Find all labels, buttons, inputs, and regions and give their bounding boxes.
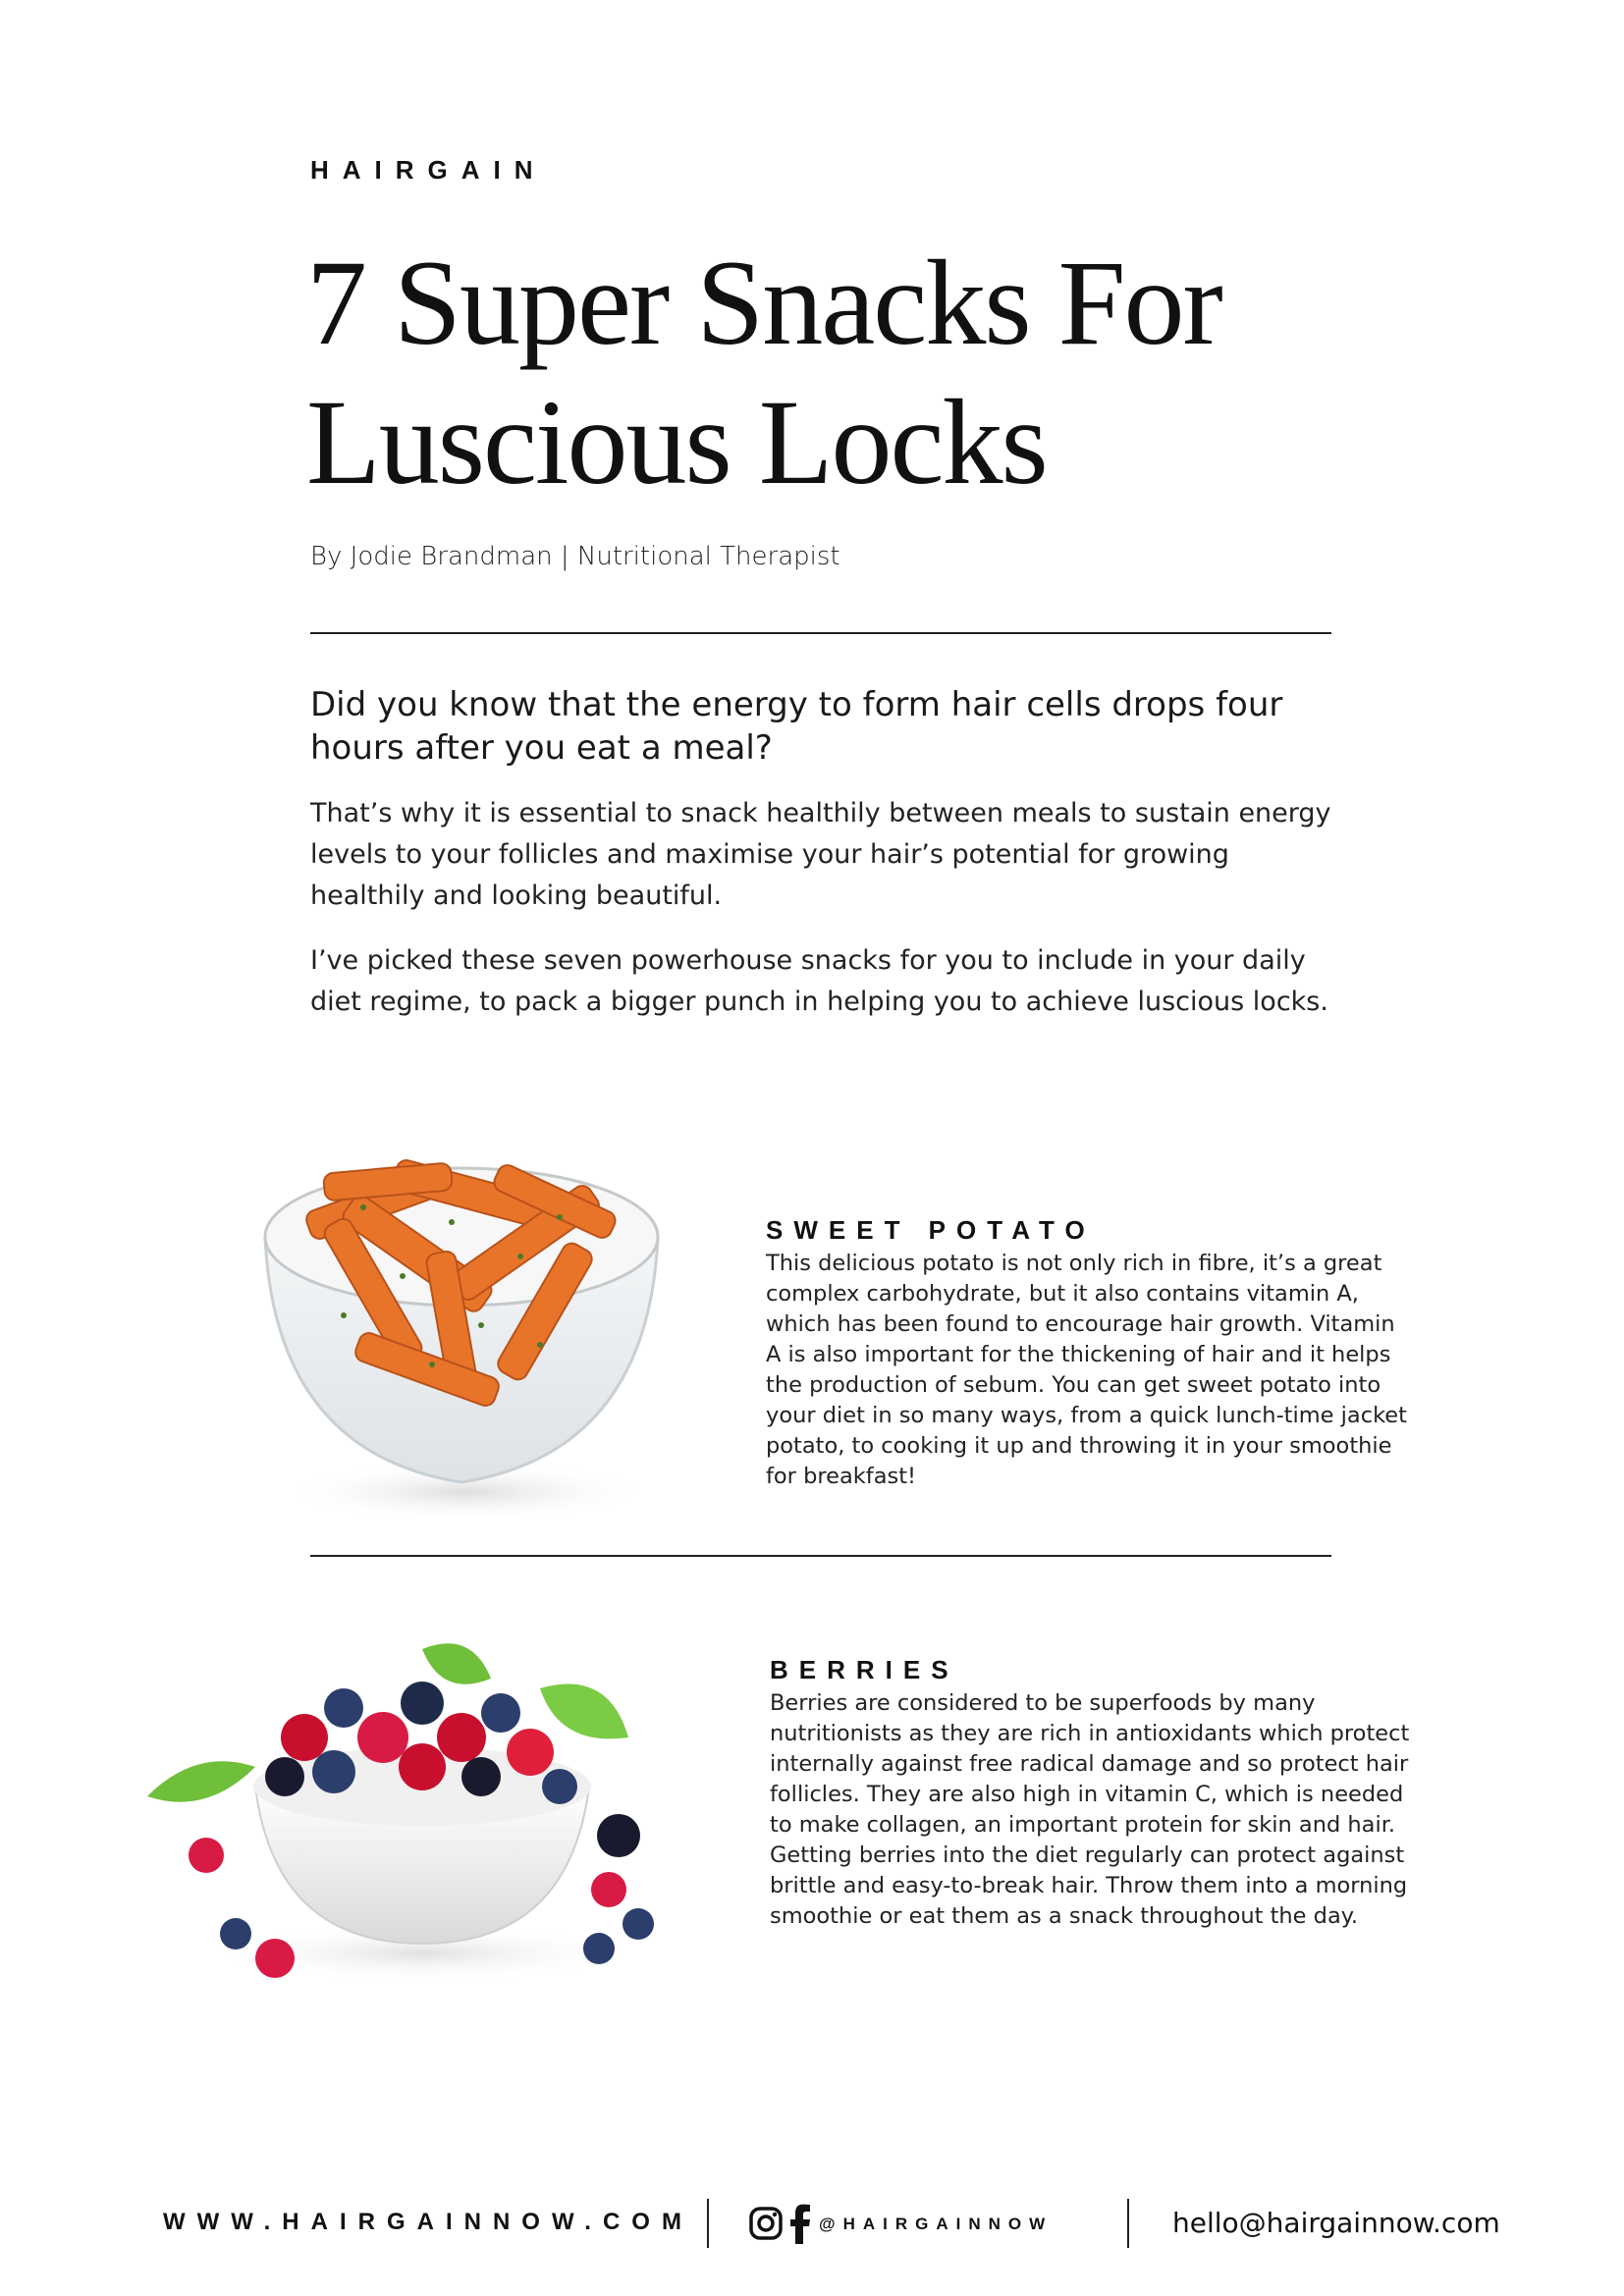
lead-paragraph: Did you know that the energy to form hair cells drops four hours after you eat a meal? bbox=[310, 685, 1283, 768]
footer-social-handle[interactable]: @HAIRGAINNOW bbox=[819, 2215, 1054, 2233]
section-heading-sweet-potato: SWEET POTATO bbox=[766, 1215, 1096, 1245]
section-body-sweet-potato: This delicious potato is not only rich in fibre, it’s a great complex carbohydrate, but it also contains vitamin A, which has been found to encourage hair growth. Vitamin A is also important for the thickening of hair and it helps the production of sebum. You can get sweet potato into your diet in so many ways, from a quick lunch-time jacket potato, to cooking it up and throwing it in your smoothie for breakfast! bbox=[766, 1251, 1407, 1489]
brand-logo: HAIRGAIN bbox=[310, 155, 547, 185]
footer-website-link[interactable]: WWW.HAIRGAINNOW.COM bbox=[163, 2209, 693, 2235]
title-line-2: Luscious Locks bbox=[306, 375, 1047, 509]
section-heading-berries: BERRIES bbox=[770, 1655, 959, 1684]
byline: By Jodie Brandman | Nutritional Therapist bbox=[310, 542, 840, 571]
sweet-potato-bowl-image bbox=[245, 1129, 677, 1531]
section-body-berries: Berries are considered to be superfoods by many nutritionists as they are rich in antioxidants which protect internally against free radical damage and so protect hair follicles. They are also high in vitamin C, which is needed to make collagen, an important protein for skin and hair. Getting berries into the diet regularly can protect against brittle and easy-to-break hair. Throw them into a morning smoothie or eat them as a snack throughout the day. bbox=[770, 1690, 1410, 1929]
berries-bowl-image bbox=[128, 1629, 697, 2012]
divider bbox=[310, 632, 1331, 634]
instagram-icon[interactable] bbox=[748, 2206, 784, 2241]
intro-paragraph-1: That’s why it is essential to snack healthily between meals to sustain energy levels to your follicles and maximise your hair’s potential for growing healthily and looking beautiful. bbox=[310, 798, 1331, 911]
footer-email-link[interactable]: hello@hairgainnow.com bbox=[1172, 2207, 1500, 2239]
footer-separator bbox=[707, 2199, 709, 2248]
facebook-icon[interactable] bbox=[789, 2203, 811, 2244]
divider bbox=[310, 1555, 1331, 1557]
title-line-1: 7 Super Snacks For bbox=[306, 236, 1221, 370]
footer-separator bbox=[1127, 2199, 1129, 2248]
intro-paragraph-2: I’ve picked these seven powerhouse snacks for you to include in your daily diet regime, to pack a bigger punch in helping you to achieve luscious locks. bbox=[310, 945, 1328, 1017]
article-title bbox=[306, 234, 1386, 512]
